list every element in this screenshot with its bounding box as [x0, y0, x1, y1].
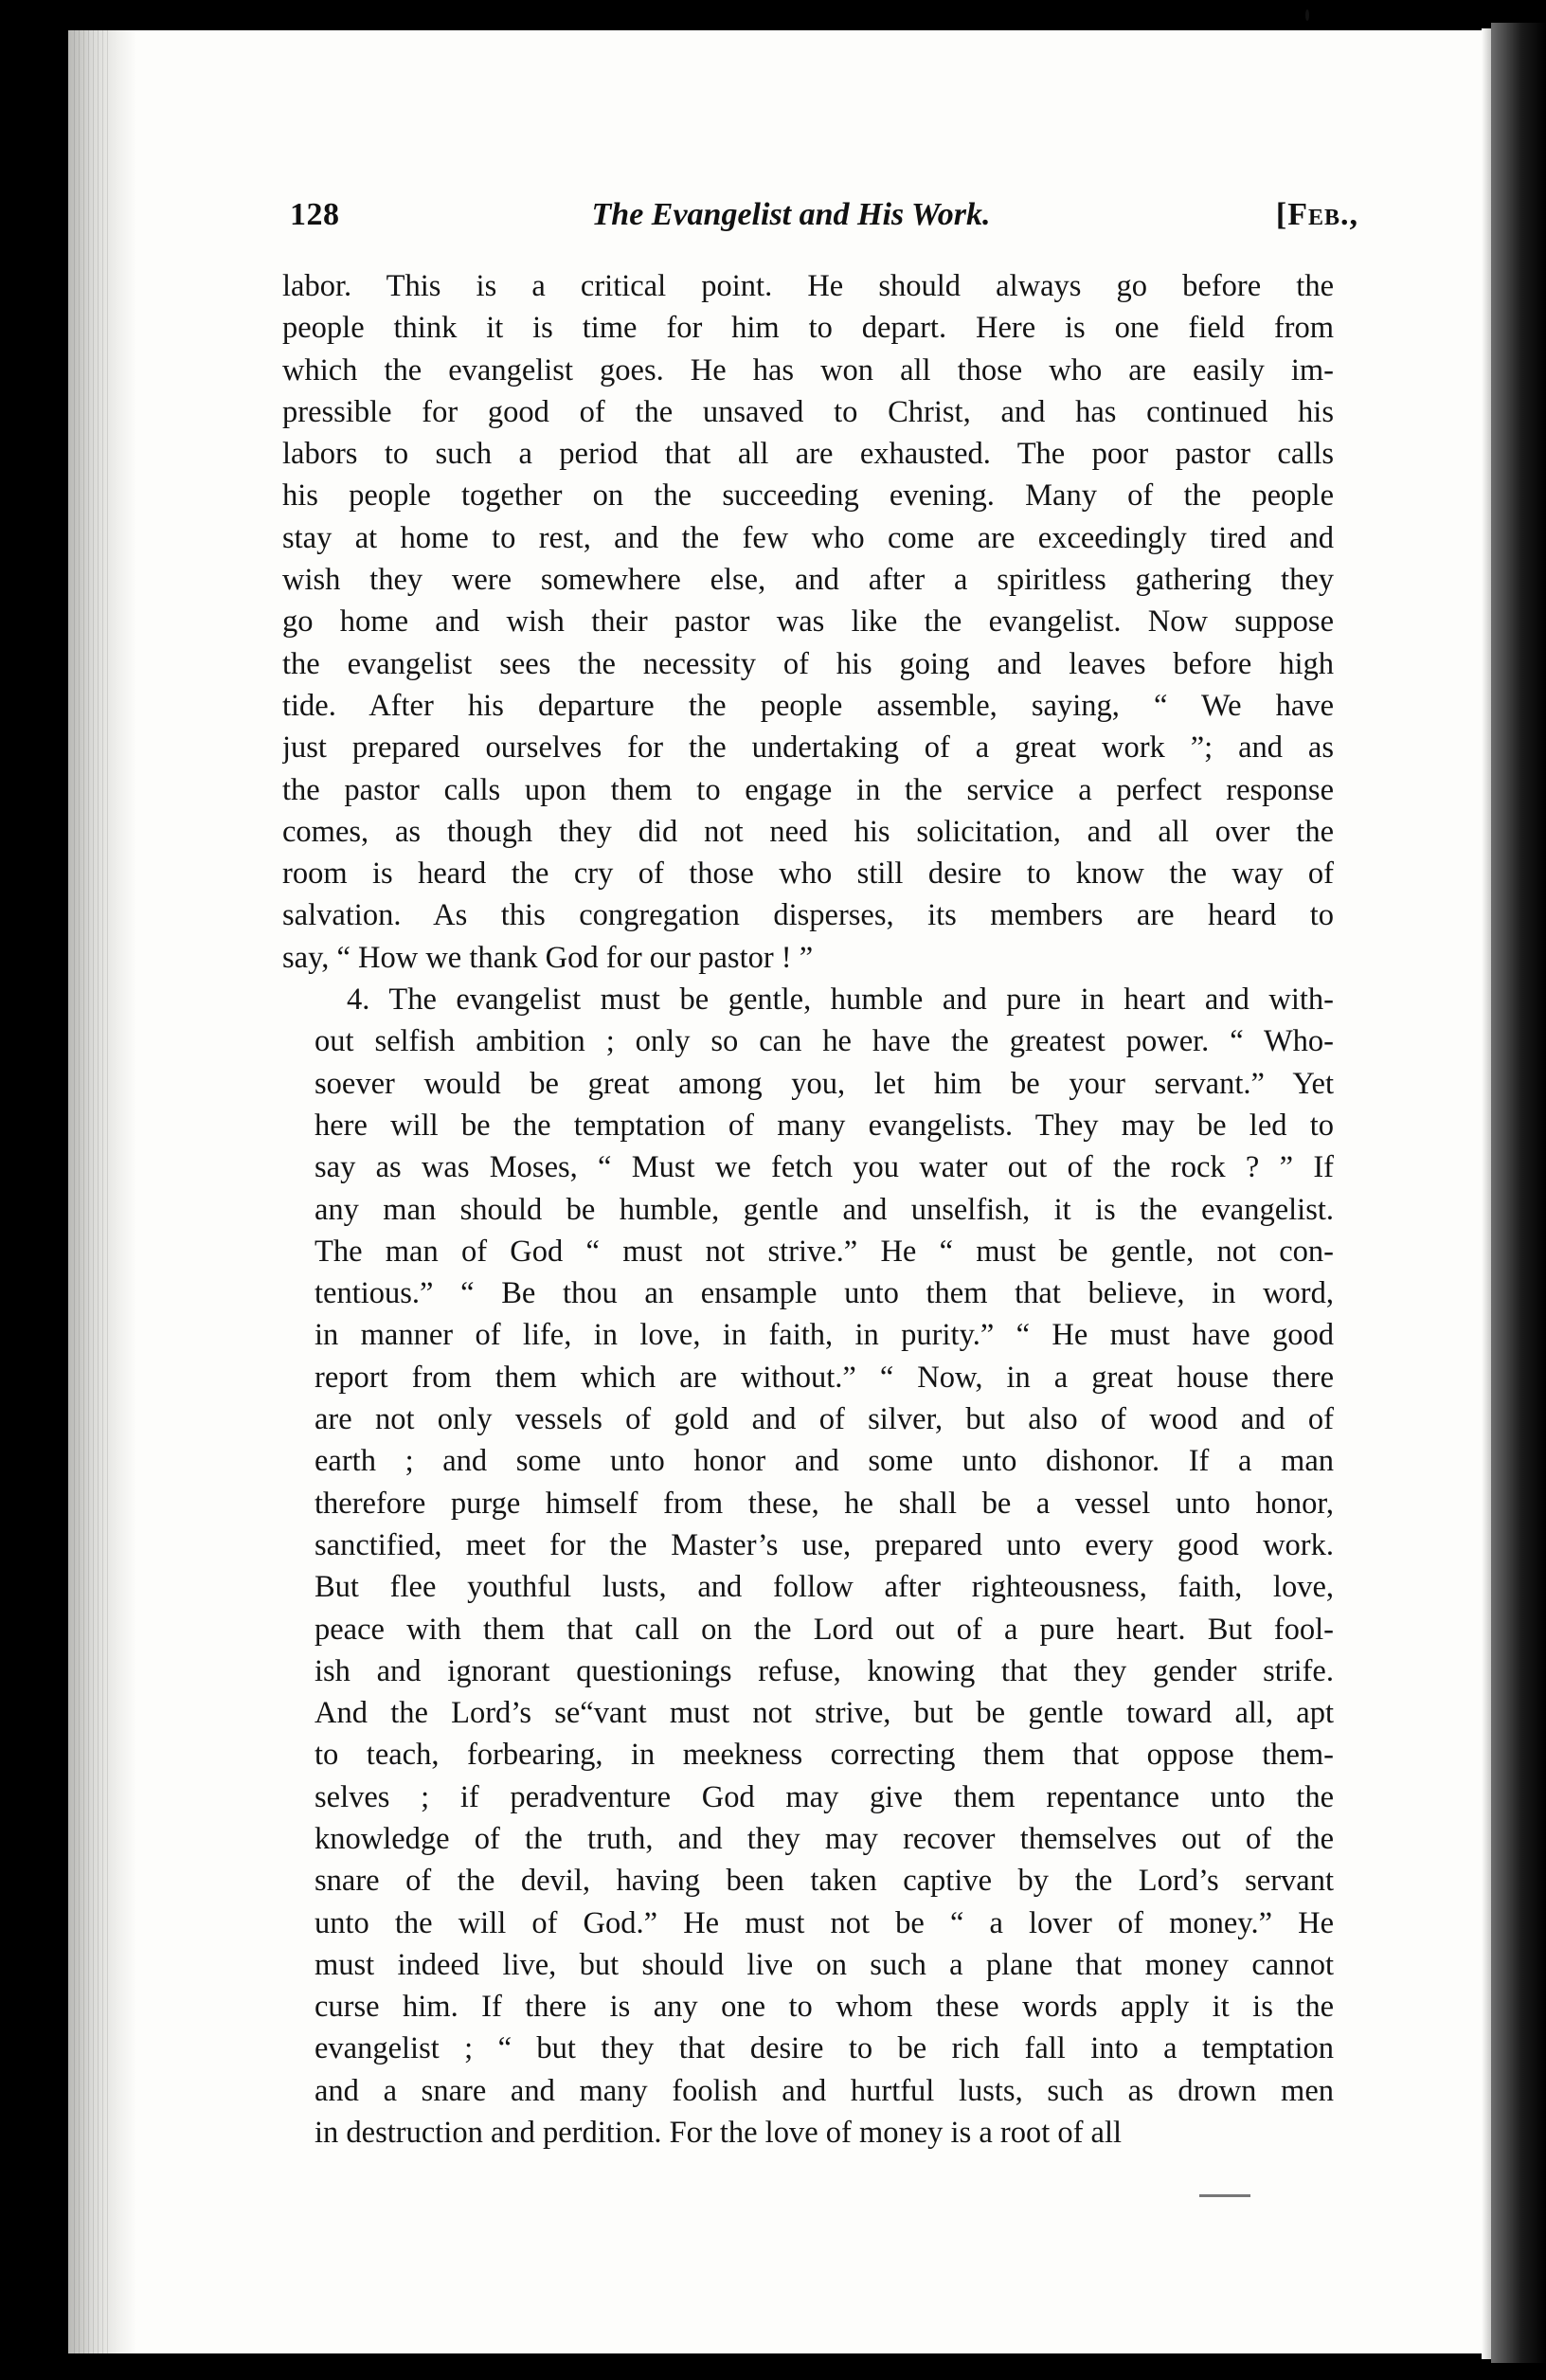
text-line: The man of God “ must not strive.” He “ must be gentle, not con- [315, 1234, 1334, 1269]
page-right-edge-shade [1482, 28, 1491, 2359]
text-line: therefore purge himself from these, he shall be a vessel unto honor, [315, 1486, 1334, 1521]
text-line: say as was Moses, “ Must we fetch you water out of the rock ? ” If [315, 1150, 1334, 1185]
text-line: the evangelist sees the necessity of his going and leaves before high [282, 646, 1334, 681]
text-line: which the evangelist goes. He has won all those who are easily im- [282, 352, 1334, 388]
text-line: labors to such a period that all are exhausted. The poor pastor calls [282, 437, 1334, 472]
text-line: And the Lord’s se“vant must not strive, but be gentle toward all, apt [315, 1696, 1334, 1731]
text-line: go home and wish their pastor was like the evangelist. Now suppose [282, 604, 1334, 640]
text-line: snare of the devil, having been taken captive by the Lord’s servant [315, 1864, 1334, 1899]
paragraph [282, 979, 1334, 2154]
text-line: people think it is time for him to depart. Here is one field from [282, 311, 1334, 346]
text-line: salvation. As this congregation disperses, its members are heard to [282, 898, 1334, 933]
text-line: comes, as though they did not need his solicitation, and all over the [282, 814, 1334, 849]
text-line: the pastor calls upon them to engage in the service a perfect response [282, 772, 1334, 807]
text-line: stay at home to rest, and the few who come are exceedingly tired and [282, 520, 1334, 555]
text-line: soever would be great among you, let him be your servant.” Yet [315, 1066, 1334, 1101]
text-line: ish and ignorant questionings refuse, knowing that they gender strife. [315, 1653, 1334, 1688]
running-head [290, 197, 1358, 250]
text-line: wish they were somewhere else, and after a spiritless gathering they [282, 563, 1334, 598]
text-line: report from them which are without.” “ Now, in a great house there [315, 1360, 1334, 1395]
text-line: his people together on the succeeding evening. Many of the people [282, 478, 1334, 514]
text-line: any man should be humble, gentle and unselfish, it is the evangelist. [315, 1192, 1334, 1227]
text-line: here will be the temptation of many evangelists. They may be led to [315, 1108, 1334, 1143]
text-line: and a snare and many foolish and hurtful lusts, such as drown men [315, 2073, 1334, 2108]
text-line: tide. After his departure the people assemble, saying, “ We have [282, 688, 1334, 723]
text-line: are not only vessels of gold and of silver, but also of wood and of [315, 1402, 1334, 1437]
text-line: say, “ How we thank God for our pastor ! ” [282, 940, 814, 975]
text-line: 4. The evangelist must be gentle, humble and pure in heart and with- [347, 983, 1334, 1018]
text-line: in manner of life, in love, in faith, in purity.” “ He must have good [315, 1318, 1334, 1353]
text-line: labor. This is a critical point. He should always go before the [282, 269, 1334, 303]
text-line: sanctified, meet for the Master’s use, prepared unto every good work. [315, 1527, 1334, 1562]
text-line: curse him. If there is any one to whom these words apply it is the [315, 1990, 1334, 2025]
text-line: in destruction and perdition. For the love of money is a root of all [315, 2116, 1123, 2151]
running-month: [Feb., [1275, 197, 1358, 232]
body-text [282, 265, 1334, 2154]
text-line: But flee youthful lusts, and follow after righteousness, faith, love, [315, 1570, 1334, 1605]
page-number: 128 [290, 197, 340, 232]
text-line: evangelist ; “ but they that desire to be rich fall into a temptation [315, 2031, 1334, 2066]
text-line: just prepared ourselves for the undertaking of a great work ”; and as [282, 730, 1334, 766]
ink-speck [1305, 9, 1309, 21]
book-right-edge [1491, 23, 1546, 2363]
text-line: knowledge of the truth, and they may recover themselves out of the [315, 1821, 1334, 1856]
text-line: to teach, forbearing, in meekness correcting them that oppose them- [315, 1738, 1334, 1773]
text-line: room is heard the cry of those who still desire to know the way of [282, 856, 1334, 892]
text-line: selves ; if peradventure God may give them repentance unto the [315, 1779, 1334, 1814]
text-line: must indeed live, but should live on such a plane that money cannot [315, 1947, 1334, 1982]
page-gutter-lines [74, 30, 112, 2353]
text-line: earth ; and some unto honor and some unto dishonor. If a man [315, 1444, 1334, 1479]
text-line: peace with them that call on the Lord out of a pure heart. But fool- [315, 1612, 1334, 1647]
text-line: tentious.” “ Be thou an ensample unto them that believe, in word, [315, 1276, 1334, 1311]
running-title: The Evangelist and His Work. [591, 197, 991, 232]
printer-dash-mark [1199, 2194, 1250, 2197]
paragraph [282, 265, 1334, 979]
text-line: pressible for good of the unsaved to Christ, and has continued his [282, 394, 1334, 429]
text-line: unto the will of God.” He must not be “ a lover of money.” He [315, 1905, 1334, 1940]
text-line: out selfish ambition ; only so can he have the greatest power. “ Who- [315, 1024, 1334, 1059]
